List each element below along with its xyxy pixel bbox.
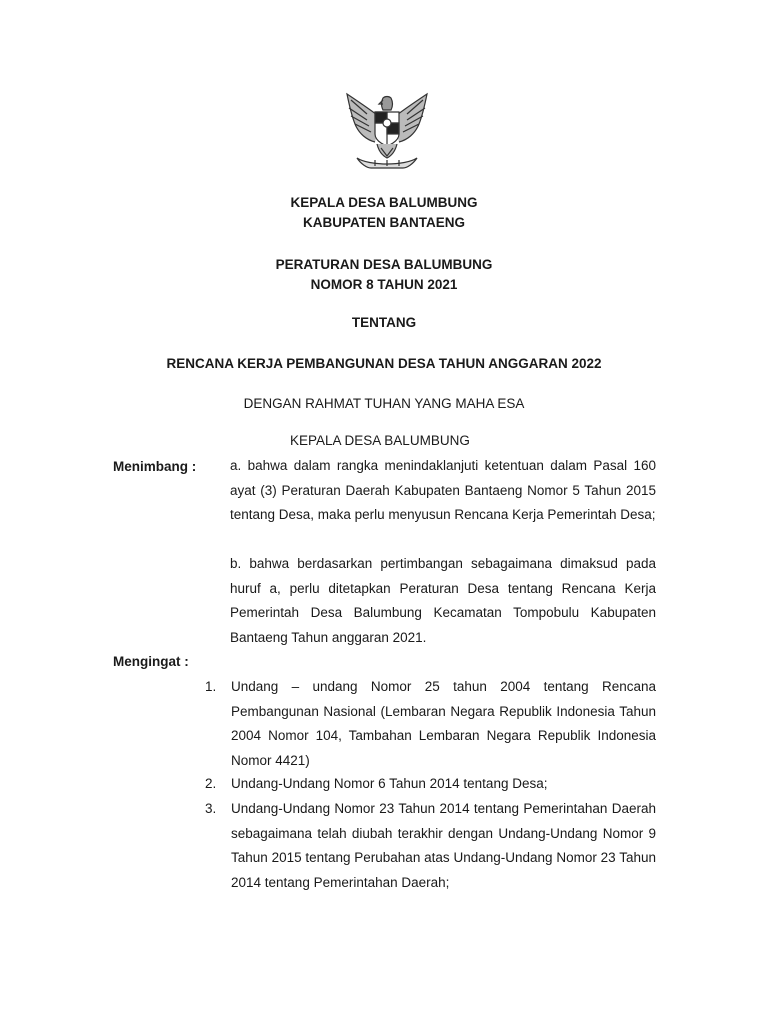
- menimbang-item-a: a. bahwa dalam rangka menindaklanjuti ketentuan dalam Pasal 160 ayat (3) Peraturan Daerah Kabupaten Bantaeng Nomor 5 Tahun 2015 tentang Desa, maka perlu menyusun Rencana Kerja Pemerintah Desa;: [230, 458, 656, 522]
- heading-regency: KABUPATEN BANTAENG: [303, 215, 465, 230]
- heading-about: TENTANG: [351, 315, 417, 330]
- heading-authority-text: KEPALA DESA BALUMBUNG: [290, 433, 470, 448]
- heading-blessing: DENGAN RAHMAT TUHAN YANG MAHA ESA: [243, 396, 525, 411]
- heading-regulation-number: NOMOR 8 TAHUN 2021: [310, 277, 458, 292]
- heading-regulation-title: PERATURAN DESA BALUMBUNG: [275, 257, 493, 272]
- mengingat-item-text: Undang-Undang Nomor 6 Tahun 2014 tentang Desa;: [231, 776, 548, 791]
- menimbang-item-b: b. bahwa berdasarkan pertimbangan sebagaimana dimaksud pada huruf a, perlu ditetapkan Peraturan Desa tentang Rencana Kerja Pemerintah Desa Balumbung Kecamatan Tompobulu Kabupaten Bantaeng Tahun anggaran 2021.: [230, 556, 656, 645]
- heading-subject: RENCANA KERJA PEMBANGUNAN DESA TAHUN ANGGARAN 2022: [166, 356, 602, 371]
- mengingat-item-number: 3.: [205, 801, 217, 816]
- heading-official-title: KEPALA DESA BALUMBUNG: [290, 195, 478, 210]
- mengingat-item-number: 1.: [205, 679, 217, 694]
- garuda-emblem-icon: [337, 88, 437, 172]
- mengingat-label: Mengingat :: [113, 654, 189, 669]
- menimbang-label: Menimbang :: [113, 459, 197, 474]
- mengingat-item-text: Undang – undang Nomor 25 tahun 2004 tentang Rencana Pembangunan Nasional (Lembaran Negara Republik Indonesia Tahun 2004 Nomor 104, Tambahan Lembaran Negara Republik Indonesia Nomor 4421): [231, 679, 656, 768]
- mengingat-item-text: Undang-Undang Nomor 23 Tahun 2014 tentang Pemerintahan Daerah sebagaimana telah diubah terakhir dengan Undang-Undang Nomor 9 Tahun 2015 tentang Perubahan atas Undang-Undang Nomor 23 Tahun 2014 tentang Pemerintahan Daerah;: [231, 801, 656, 890]
- mengingat-item-number: 2.: [205, 776, 217, 791]
